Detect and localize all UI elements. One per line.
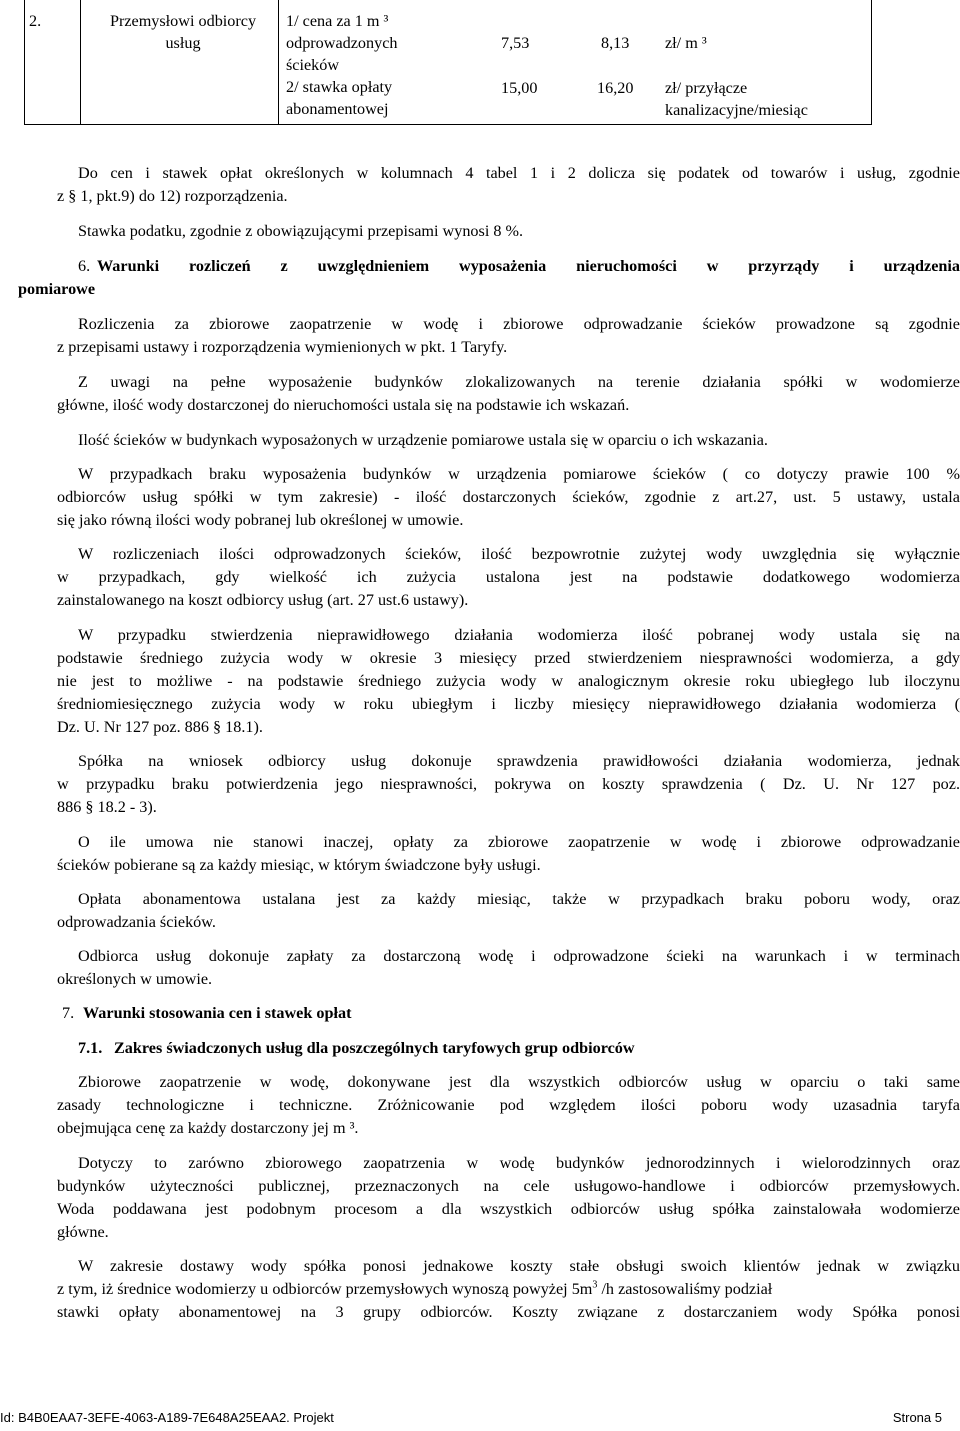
paragraph-line: obejmująca cenę za każdy dostarczony jej m ³.	[57, 1119, 359, 1137]
paragraph-line: Z uwagi na pełne wyposażenie budynków zlokalizowanych na terenie działania spółki w wodomierze	[78, 373, 960, 391]
document-id: Id: B4B0EAA7-3EFE-4063-A189-7E648A25EAA2. Projekt	[0, 1410, 334, 1425]
paragraph-line: Dotyczy to zarówno zbiorowego zaopatrzenia w wodę budynków jednorodzinnych i wielorodzinnych oraz	[78, 1154, 960, 1172]
paragraph-line: średniomiesięcznego zużycia wody w roku ubiegłym i liczby miesięcy nieprawidłowego działania wodomierza (	[57, 695, 960, 713]
section-6-number: 6.	[78, 257, 91, 275]
value-a-2: 15,00	[501, 79, 538, 97]
vat-rate: Stawka podatku, zgodnie z obowiązującymi przepisami wynosi 8 %.	[78, 222, 524, 240]
vat-text-1: Do cen i stawek opłat określonych w kolumnach 4 tabel 1 i 2 dolicza się podatek od towarów i usług, zgodnie	[78, 164, 960, 182]
paragraph-line: 886 § 18.2 - 3).	[57, 798, 157, 816]
paragraph-line: główne, ilość wody dostarczonej do nieruchomości ustala się na podstawie ich wskazań.	[57, 396, 630, 414]
value-b-2: 16,20	[597, 79, 634, 97]
paragraph-line: Rozliczenia za zbiorowe zaopatrzenie w wodę i zbiorowe odprowadzanie ścieków prowadzone są zgodnie	[78, 315, 960, 333]
paragraph-line: Spółka na wniosek odbiorcy usług dokonuje sprawdzenia prawidłowości działania wodomierza, jednak	[78, 752, 960, 770]
paragraph-line: główne.	[57, 1223, 109, 1241]
paragraph-line: zainstalowanego na koszt odbiorcy usług (art. 27 ust.6 ustawy).	[57, 591, 469, 609]
section-6-title: Warunki rozliczeń z uwzględnieniem wyposażenia nieruchomości w przyrządy i urządzenia	[97, 257, 960, 275]
paragraph-line: z tym, iż średnice wodomierzy u odbiorców przemysłowych wynoszą powyżej 5m $^3$ /h zastosowaliśmy podział	[57, 1279, 773, 1298]
tariff-table	[24, 0, 872, 125]
paragraph-line: W przypadkach braku wyposażenia budynków w urządzenia pomiarowe ścieków ( co dotyczy prawie 100 %	[78, 465, 960, 483]
paragraph-line: W przypadku stwierdzenia nieprawidłowego działania wodomierza ilość pobranej wody ustala się na	[78, 626, 960, 644]
table-divider	[80, 0, 81, 124]
paragraph-line: Ilość ścieków w budynkach wyposażonych w urządzenie pomiarowe ustala się w oparciu o ich wskazania.	[78, 431, 768, 449]
paragraph-line: podstawie średniego zużycia wody w okresie 3 miesięcy przed stwierdzeniem niesprawności wodomierza, a gdy	[57, 649, 960, 667]
paragraph-line: Dz. U. Nr 127 poz. 886 § 18.1).	[57, 718, 263, 736]
paragraph-line: nie jest to możliwe - na podstawie średniego zużycia wody w analogicznym okresie roku ubiegłego lub iloczynu	[57, 672, 960, 690]
paragraph-line: Opłata abonamentowa ustalana jest za każdy miesiąc, także w przypadkach braku poboru wody, oraz	[78, 890, 960, 908]
paragraph-line: budynków użyteczności publicznej, przeznaczonych na cele usługowo-handlowe i odbiorców przemysłowych.	[57, 1177, 960, 1195]
paragraph-line: określonych w umowie.	[57, 970, 213, 988]
section-7-1-title: Zakres świadczonych usług dla poszczególnych taryfowych grup odbiorców	[114, 1039, 635, 1057]
section-7-1-number: 7.1.	[78, 1039, 103, 1057]
paragraph-line: w przypadkach, gdy wielkość ich zużycia ustalona jest na podstawie dodatkowego wodomierza	[57, 568, 960, 586]
paragraph-line: W rozliczeniach ilości odprowadzonych ścieków, ilość bezpowrotnie zużytej wody uwzględnia się wyłącznie	[78, 545, 960, 563]
paragraph-line: Zbiorowe zaopatrzenie w wodę, dokonywane jest dla wszystkich odbiorców usług w oparciu o taki same	[78, 1073, 960, 1091]
section-6-title-cont: pomiarowe	[18, 280, 96, 298]
paragraph-line: Odbiorca usług dokonuje zapłaty za dostarczoną wodę i odprowadzone ścieki na warunkach i w terminach	[78, 947, 960, 965]
paragraph-line: odprowadzania ścieków.	[57, 913, 216, 931]
unit-1: zł/ m ³	[665, 34, 707, 52]
paragraph-line: zasady technologiczne i techniczne. Zróżnicowanie pod względem ilości poboru wody uzasadnia taryfa	[57, 1096, 960, 1114]
paragraph-line: odbiorców usług spółki w tym zakresie) - ilość dostarczonych ścieków, zgodnie z art.27, ust. 5 ustawy, ustala	[57, 488, 960, 506]
section-7-title: Warunki stosowania cen i stawek opłat	[83, 1004, 352, 1022]
paragraph-line: ścieków pobierane są za każdy miesiąc, w którym świadczone były usługi.	[57, 856, 541, 874]
paragraph-line: z przepisami ustawy i rozporządzenia wymienionych w pkt. 1 Taryfy.	[57, 338, 508, 356]
paragraph-line: Woda poddawana jest podobnym procesom a dla wszystkich odbiorców usług spółka zainstalowała wodomierze	[57, 1200, 960, 1218]
value-b-1: 8,13	[601, 34, 630, 52]
recipient-group: Przemysłowi odbiorcy usług	[109, 12, 257, 52]
paragraph-line: stawki opłaty abonamentowej na 3 grupy odbiorców. Koszty związane z dostarczaniem wody Spółka ponosi	[57, 1303, 960, 1321]
unit-2: zł/ przyłącze kanalizacyjne/miesiąc	[665, 79, 808, 119]
section-7-number: 7.	[62, 1004, 75, 1022]
page-number: Strona 5	[892, 1410, 942, 1425]
paragraph-line: w przypadku braku potwierdzenia jego niesprawności, pokrywa on koszty sprawdzenia ( Dz. U. Nr 127 poz.	[57, 775, 960, 793]
paragraph-line: W zakresie dostawy wody spółka ponosi jednakowe koszty stałe obsługi swoich klientów jednak w związku	[78, 1257, 960, 1275]
vat-text-2: z § 1, pkt.9) do 12) rozporządzenia.	[57, 187, 288, 205]
tariff-items: 1/ cena za 1 m ³ odprowadzonych ścieków 2/ stawka opłaty abonamentowej	[286, 12, 398, 118]
paragraph-line: O ile umowa nie stanowi inaczej, opłaty za zbiorowe zaopatrzenie w wodę i zbiorowe odprowadzanie	[78, 833, 960, 851]
value-a-1: 7,53	[501, 34, 530, 52]
row-number: 2.	[29, 12, 42, 30]
table-divider	[278, 0, 279, 124]
paragraph-line: się jako równą ilości wody pobranej lub określonej w umowie.	[57, 511, 464, 529]
